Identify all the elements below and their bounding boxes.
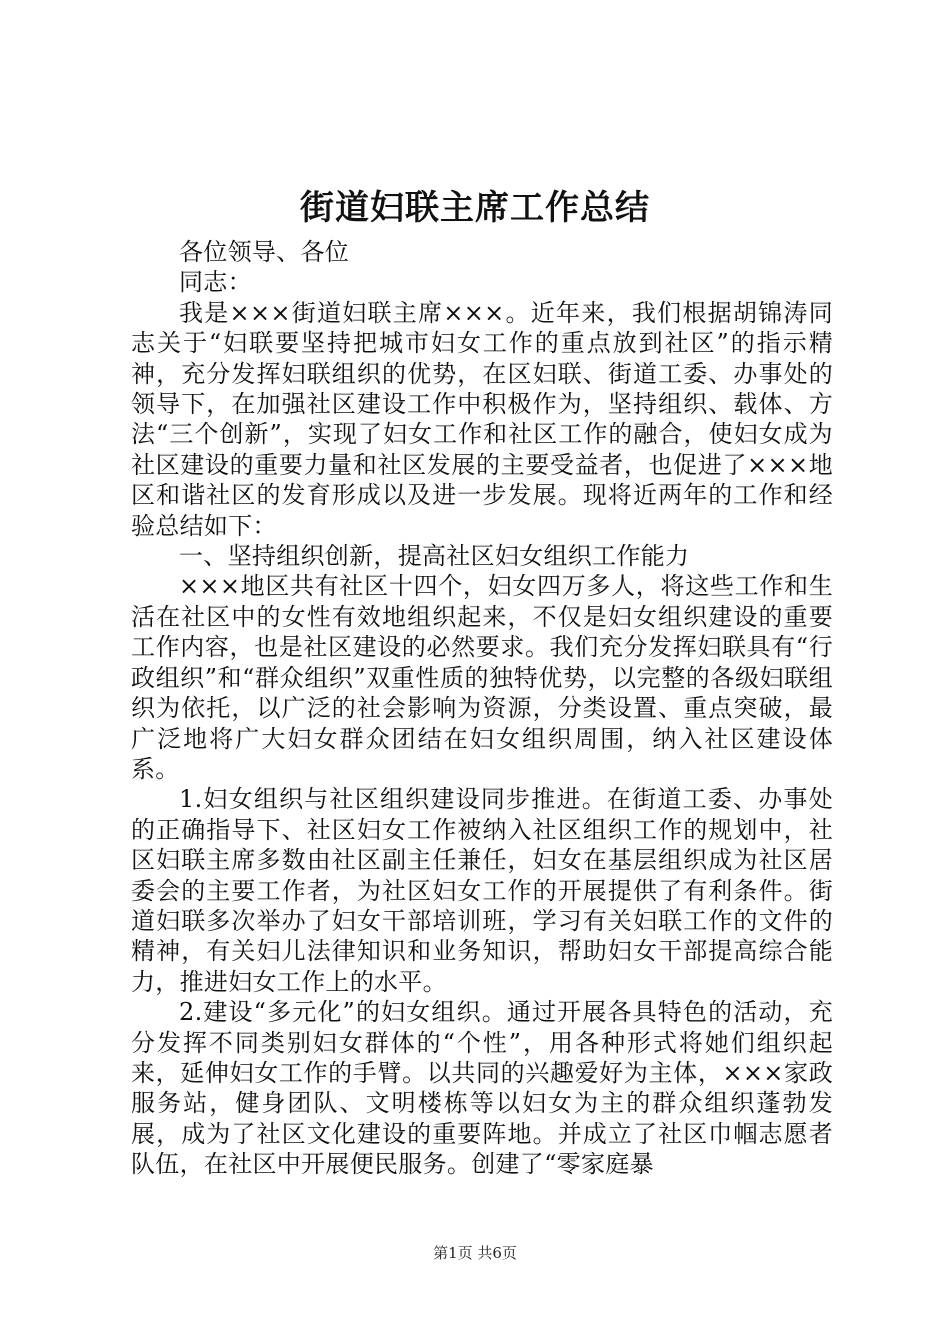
body-paragraph: ×××地区共有社区十四个，妇女四万多人，将这些工作和生活在社区中的女性有效地组织起来，不仅是妇女组织建设的重要工作内容，也是社区建设的必然要求。我们充分发挥妇联具有“行政组织”和“群众组织”双重性质的独特优势，以完整的各级妇联组织为依托，以广泛的社会影响为资源，分类设置、重点突破，最广泛地将广大妇女群众团结在妇女组织周围，纳入社区建设体系。	[131, 572, 833, 783]
page-number-footer: 第1页 共6页	[433, 1244, 517, 1262]
body-paragraph: 1.妇女组织与社区组织建设同步推进。在街道工委、办事处的正确指导下、社区妇女工作被纳入社区组织工作的规划中，社区妇联主席多数由社区副主任兼任，妇女在基层组织成为社区居委会的主要工作者，为社区妇女工作的开展提供了有利条件。街道妇联多次举办了妇女干部培训班，学习有关妇联工作的文件的精神，有关妇儿法律知识和业务知识，帮助妇女干部提高综合能力，推进妇女工作上的水平。	[131, 785, 833, 996]
salutation-line: 各位领导、各位	[179, 238, 350, 266]
section-heading: 一、坚持组织创新，提高社区妇女组织工作能力	[179, 542, 690, 571]
body-paragraph: 2.建设“多元化”的妇女组织。通过开展各具特色的活动，充分发挥不同类别妇女群体的“个性”，用各种形式将她们组织起来，延伸妇女工作的手臂。以共同的兴趣爱好为主体，×××家政服务站，健身团队、文明楼栋等以妇女为主的群众组织蓬勃发展，成为了社区文化建设的重要阵地。并成立了社区巾帼志愿者队伍，在社区中开展便民服务。创建了“零家庭暴	[131, 998, 833, 1179]
body-paragraph: 我是×××街道妇联主席×××。近年来，我们根据胡锦涛同志关于“妇联要坚持把城市妇女工作的重点放到社区”的指示精神，充分发挥妇联组织的优势，在区妇联、街道工委、办事处的领导下，在加强社区建设工作中积极作为，坚持组织、载体、方法“三个创新”，实现了妇女工作和社区工作的融合，使妇女成为社区建设的重要力量和社区发展的主要受益者，也促进了×××地区和谐社区的发育形成以及进一步发展。现将近两年的工作和经验总结如下：	[131, 298, 833, 540]
salutation-line: 同志：	[179, 268, 252, 297]
document-title: 街道妇联主席工作总结	[300, 188, 650, 228]
document-body	[131, 237, 833, 1180]
